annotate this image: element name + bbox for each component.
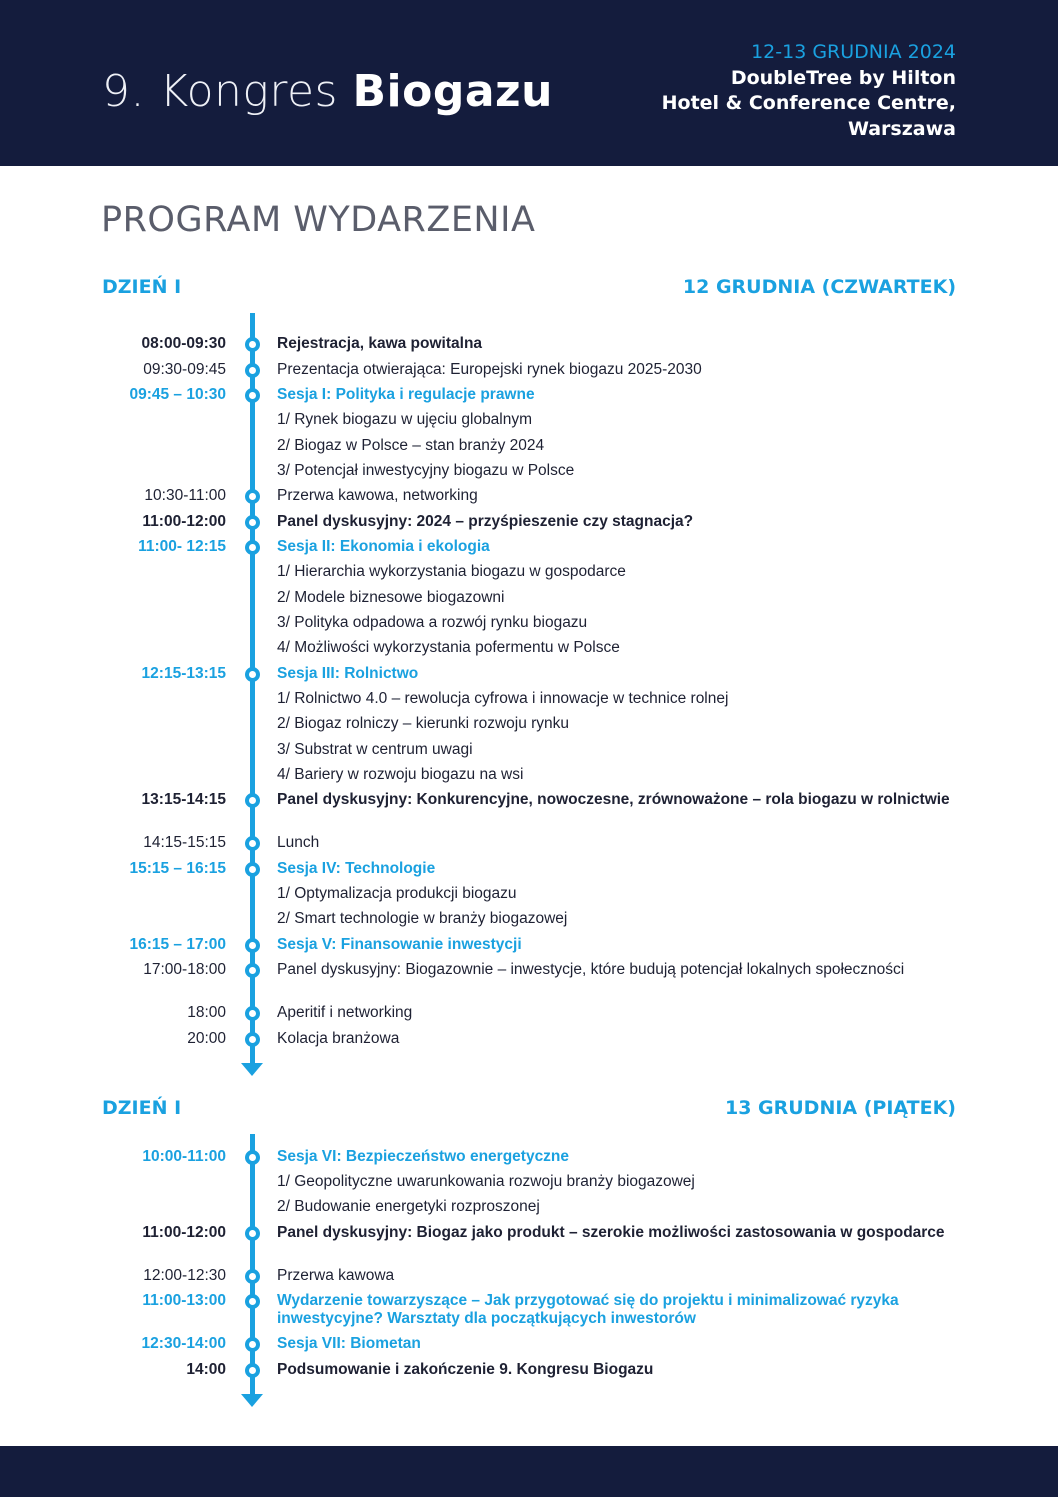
event-title-bold: Biogazu bbox=[352, 66, 553, 117]
timeline-dot-icon bbox=[245, 1226, 260, 1241]
event-title bbox=[102, 66, 553, 117]
day1-date: 12 GRUDNIA (CZWARTEK) bbox=[682, 276, 956, 298]
event-title-number: 9. Kongres bbox=[102, 66, 338, 117]
event-venue-line2: Hotel & Conference Centre, bbox=[661, 92, 956, 114]
schedule-time: 10:00-11:00 bbox=[142, 1148, 226, 1165]
schedule-description: Kolacja branżowa bbox=[277, 1030, 400, 1047]
schedule-description: Sesja II: Ekonomia i ekologia bbox=[277, 538, 490, 555]
schedule-time: 12:15-13:15 bbox=[141, 665, 226, 682]
schedule-description: Sesja V: Finansowanie inwestycji bbox=[277, 936, 522, 953]
schedule-description: 3/ Potencjał inwestycyjny biogazu w Polsce bbox=[277, 462, 575, 479]
schedule-description: Rejestracja, kawa powitalna bbox=[277, 335, 483, 352]
schedule-time: 15:15 – 16:15 bbox=[129, 860, 226, 877]
event-venue-line3: Warszawa bbox=[847, 117, 956, 140]
schedule-time: 09:30-09:45 bbox=[143, 361, 226, 378]
timeline-dot-icon bbox=[245, 337, 260, 352]
schedule-time: 20:00 bbox=[187, 1030, 226, 1047]
schedule-description: 1/ Optymalizacja produkcji biogazu bbox=[277, 885, 517, 902]
schedule-description: 4/ Możliwości wykorzystania pofermentu w Polsce bbox=[277, 639, 620, 656]
program-title: PROGRAM WYDARZENIA bbox=[101, 200, 536, 240]
footer-banner bbox=[0, 1446, 1058, 1497]
schedule-description: Podsumowanie i zakończenie 9. Kongresu Biogazu bbox=[277, 1361, 654, 1378]
schedule-time: 14:00 bbox=[186, 1361, 226, 1378]
schedule-description: 2/ Biogaz rolniczy – kierunki rozwoju rynku bbox=[277, 715, 570, 732]
schedule-description: Panel dyskusyjny: Biogaz jako produkt – szerokie możliwości zastosowania w gospodarce bbox=[277, 1224, 945, 1241]
schedule-description: Sesja I: Polityka i regulacje prawne bbox=[277, 386, 535, 403]
day2-timeline-line bbox=[250, 1134, 255, 1396]
day2-label: DZIEŃ I bbox=[102, 1097, 182, 1119]
schedule-description: Panel dyskusyjny: Konkurencyjne, nowoczesne, zrównoważone – rola biogazu w rolnictwie bbox=[277, 791, 950, 808]
schedule-time: 11:00-13:00 bbox=[142, 1292, 226, 1309]
event-venue-line1: DoubleTree by Hilton bbox=[730, 66, 956, 89]
timeline-dot-icon bbox=[245, 388, 260, 403]
schedule-time: 18:00 bbox=[187, 1004, 226, 1021]
schedule-description: 4/ Bariery w rozwoju biogazu na wsi bbox=[277, 766, 524, 783]
timeline-dot-icon bbox=[245, 963, 260, 978]
schedule-description: 3/ Polityka odpadowa a rozwój rynku biogazu bbox=[277, 614, 588, 631]
schedule-description: Panel dyskusyjny: Biogazownie – inwestycje, które budują potencjał lokalnych społeczności bbox=[277, 961, 905, 978]
schedule-time: 11:00- 12:15 bbox=[138, 538, 226, 555]
schedule-time: 14:15-15:15 bbox=[143, 834, 226, 851]
schedule-description: 2/ Biogaz w Polsce – stan branży 2024 bbox=[277, 437, 545, 454]
schedule-description: Sesja VII: Biometan bbox=[277, 1335, 421, 1352]
schedule-description: 3/ Substrat w centrum uwagi bbox=[277, 741, 473, 758]
day1-label: DZIEŃ I bbox=[102, 276, 182, 298]
schedule-time: 10:30-11:00 bbox=[144, 487, 226, 504]
day1-timeline-arrow-icon bbox=[241, 1063, 263, 1076]
timeline-dot-icon bbox=[245, 938, 260, 953]
schedule-time: 13:15-14:15 bbox=[141, 791, 226, 808]
timeline-dot-icon bbox=[245, 1269, 260, 1284]
schedule-time: 12:30-14:00 bbox=[141, 1335, 226, 1352]
schedule-description: 2/ Budowanie energetyki rozproszonej bbox=[277, 1198, 540, 1215]
schedule-description: 1/ Rynek biogazu w ujęciu globalnym bbox=[277, 411, 533, 428]
timeline-dot-icon bbox=[245, 862, 260, 877]
event-date: 12-13 GRUDNIA 2024 bbox=[751, 41, 956, 63]
timeline-dot-icon bbox=[245, 1006, 260, 1021]
timeline-dot-icon bbox=[245, 1150, 260, 1165]
schedule-description: Aperitif i networking bbox=[277, 1004, 413, 1021]
schedule-description: Sesja VI: Bezpieczeństwo energetyczne bbox=[277, 1148, 570, 1165]
schedule-time: 16:15 – 17:00 bbox=[129, 936, 226, 953]
timeline-dot-icon bbox=[245, 1032, 260, 1047]
schedule-description: Wydarzenie towarzyszące – Jak przygotować się do projektu i minimalizować ryzyka inwestycyjne? Warsztaty dla początkujących inwestorów bbox=[277, 1292, 899, 1327]
timeline-dot-icon bbox=[245, 667, 260, 682]
timeline-dot-icon bbox=[245, 836, 260, 851]
timeline-dot-icon bbox=[245, 1363, 260, 1378]
schedule-time: 09:45 – 10:30 bbox=[129, 386, 226, 403]
timeline-dot-icon bbox=[245, 1294, 260, 1309]
timeline-dot-icon bbox=[245, 1337, 260, 1352]
timeline-dot-icon bbox=[245, 793, 260, 808]
schedule-description: 1/ Hierarchia wykorzystania biogazu w gospodarce bbox=[277, 563, 626, 580]
schedule-description: Prezentacja otwierająca: Europejski rynek biogazu 2025-2030 bbox=[277, 361, 702, 378]
schedule-time: 17:00-18:00 bbox=[143, 961, 226, 978]
schedule-time: 11:00-12:00 bbox=[142, 513, 226, 530]
schedule-time: 08:00-09:30 bbox=[141, 335, 226, 352]
timeline-dot-icon bbox=[245, 363, 260, 378]
schedule-description: 2/ Smart technologie w branży biogazowej bbox=[277, 910, 568, 927]
day2-date: 13 GRUDNIA (PIĄTEK) bbox=[724, 1097, 956, 1119]
schedule-description: 1/ Geopolityczne uwarunkowania rozwoju branży biogazowej bbox=[277, 1173, 695, 1190]
schedule-description: Panel dyskusyjny: 2024 – przyśpieszenie czy stagnacja? bbox=[277, 513, 694, 530]
schedule-description: Przerwa kawowa bbox=[277, 1267, 395, 1284]
header-banner bbox=[0, 0, 1058, 166]
schedule-description: Sesja IV: Technologie bbox=[277, 860, 436, 877]
schedule-time: 11:00-12:00 bbox=[142, 1224, 226, 1241]
timeline-dot-icon bbox=[245, 515, 260, 530]
schedule-description: Przerwa kawowa, networking bbox=[277, 487, 478, 504]
schedule-description: 1/ Rolnictwo 4.0 – rewolucja cyfrowa i innowacje w technice rolnej bbox=[277, 690, 729, 707]
day2-timeline-arrow-icon bbox=[241, 1394, 263, 1407]
schedule-description: Sesja III: Rolnictwo bbox=[277, 665, 419, 682]
timeline-dot-icon bbox=[245, 540, 260, 555]
schedule-time: 12:00-12:30 bbox=[143, 1267, 226, 1284]
timeline-dot-icon bbox=[245, 489, 260, 504]
schedule-description: Lunch bbox=[277, 834, 320, 851]
event-info bbox=[662, 40, 956, 142]
schedule-description: 2/ Modele biznesowe biogazowni bbox=[277, 589, 505, 606]
